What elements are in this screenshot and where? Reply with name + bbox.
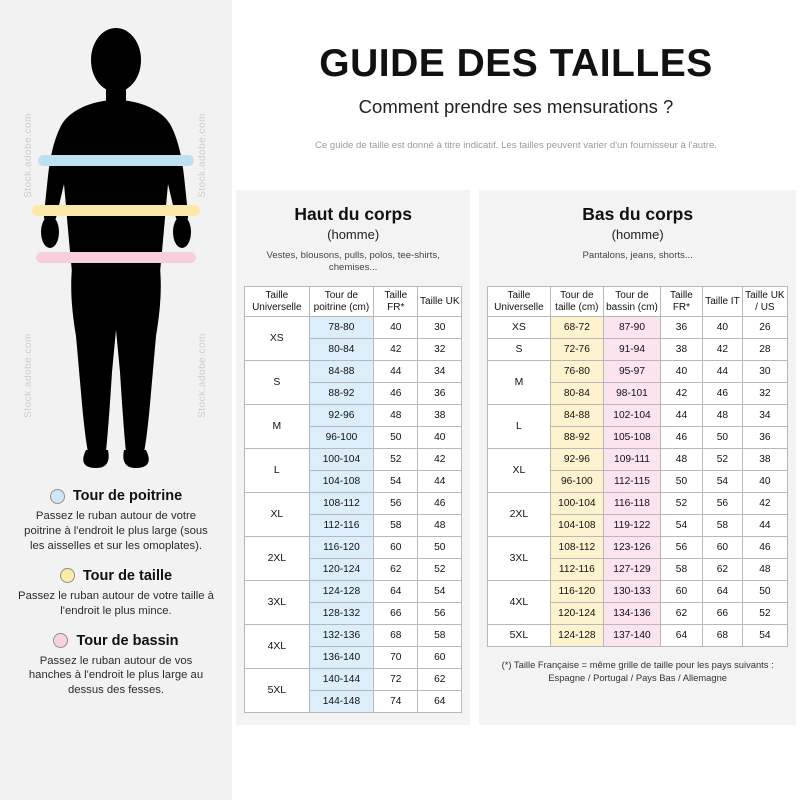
table-cell: 60 <box>660 581 702 603</box>
page-title: GUIDE DES TAILLES <box>319 42 713 85</box>
table-row <box>488 361 788 383</box>
table-row <box>245 581 462 603</box>
disclaimer-text: Ce guide de taille est donné à titre indicatif. Les tailles peuvent varier d'un fournisseur à l'autre. <box>314 140 718 151</box>
table-description: Vestes, blousons, pulls, polos, tee-shirts, chemises... <box>266 250 440 274</box>
table-cell: 42 <box>742 493 787 515</box>
column-header: Taille FR* <box>374 287 418 317</box>
table-row <box>245 669 462 691</box>
universal-size-cell: XL <box>488 449 550 493</box>
table-cell: 46 <box>703 383 743 405</box>
table-cell: 62 <box>660 603 702 625</box>
table-cell: 50 <box>660 471 702 493</box>
table-cell: 104-108 <box>550 515 604 537</box>
table-cell: 88-92 <box>309 383 374 405</box>
legend-title-hip <box>6 633 226 649</box>
table-subtitle: (homme) <box>611 227 664 242</box>
watermark-text: Stock.adobe.com <box>22 333 34 418</box>
table-cell: 123-126 <box>604 537 661 559</box>
universal-size-cell: 4XL <box>245 625 310 669</box>
table-cell: 34 <box>418 361 462 383</box>
chest-measure-band <box>38 155 194 166</box>
table-row <box>488 317 788 339</box>
table-cell: 28 <box>742 339 787 361</box>
table-cell: 62 <box>703 559 743 581</box>
table-header-row <box>488 287 788 317</box>
table-cell: 40 <box>418 427 462 449</box>
table-cell: 44 <box>374 361 418 383</box>
chest-color-dot-icon <box>50 489 65 504</box>
table-cell: 26 <box>742 317 787 339</box>
table-cell: 60 <box>703 537 743 559</box>
size-tables-area <box>232 190 800 725</box>
table-cell: 62 <box>374 559 418 581</box>
table-cell: 54 <box>374 471 418 493</box>
watermark-text: Stock.adobe.com <box>196 333 208 418</box>
table-cell: 108-112 <box>309 493 374 515</box>
table-cell: 127-129 <box>604 559 661 581</box>
table-cell: 72-76 <box>550 339 604 361</box>
table-cell: 40 <box>742 471 787 493</box>
table-cell: 144-148 <box>309 691 374 713</box>
table-cell: 32 <box>418 339 462 361</box>
column-header: Tour de taille (cm) <box>550 287 604 317</box>
table-cell: 50 <box>742 581 787 603</box>
legend-item-hip <box>6 633 226 699</box>
table-cell: 104-108 <box>309 471 374 493</box>
legend-description: Passez le ruban autour de votre taille à l'endroit le plus mince. <box>18 589 214 617</box>
universal-size-cell: 3XL <box>245 581 310 625</box>
table-header-row <box>245 287 462 317</box>
table-cell: 36 <box>418 383 462 405</box>
universal-size-cell: S <box>245 361 310 405</box>
waist-color-dot-icon <box>60 568 75 583</box>
page-subtitle: Comment prendre ses mensurations ? <box>358 96 674 117</box>
universal-size-cell: L <box>488 405 550 449</box>
table-cell: 60 <box>374 537 418 559</box>
table-description: Pantalons, jeans, shorts... <box>582 250 693 261</box>
table-cell: 58 <box>660 559 702 581</box>
column-header: Taille Universelle <box>245 287 310 317</box>
table-cell: 40 <box>374 317 418 339</box>
table-cell: 87-90 <box>604 317 661 339</box>
table-cell: 137-140 <box>604 625 661 647</box>
table-cell: 68 <box>703 625 743 647</box>
table-cell: 84-88 <box>550 405 604 427</box>
watermark-text: Stock.adobe.com <box>196 113 208 198</box>
table-cell: 132-136 <box>309 625 374 647</box>
table-cell: 46 <box>374 383 418 405</box>
table-cell: 40 <box>660 361 702 383</box>
legend-title-chest <box>6 488 226 504</box>
column-header: Taille IT <box>703 287 743 317</box>
universal-size-cell: L <box>245 449 310 493</box>
table-title: Haut du corps <box>294 204 412 224</box>
table-row <box>488 339 788 361</box>
table-cell: 52 <box>374 449 418 471</box>
table-cell: 95-97 <box>604 361 661 383</box>
table-cell: 140-144 <box>309 669 374 691</box>
column-header: Taille UK <box>418 287 462 317</box>
lower-body-table-block <box>479 190 796 725</box>
column-header: Taille Universelle <box>488 287 550 317</box>
universal-size-cell: 5XL <box>245 669 310 713</box>
legend-label: Tour de taille <box>82 567 173 584</box>
column-header: Tour de bassin (cm) <box>604 287 661 317</box>
table-cell: 92-96 <box>309 405 374 427</box>
hip-measure-band <box>36 252 196 263</box>
table-cell: 52 <box>660 493 702 515</box>
table-cell: 48 <box>418 515 462 537</box>
table-cell: 98-101 <box>604 383 661 405</box>
universal-size-cell: S <box>488 339 550 361</box>
table-cell: 52 <box>742 603 787 625</box>
table-cell: 120-124 <box>550 603 604 625</box>
universal-size-cell: XL <box>245 493 310 537</box>
table-row <box>245 361 462 383</box>
legend-description: Passez le ruban autour de votre poitrine à l'endroit le plus large (sous les aisselles et sur les omoplates). <box>24 510 208 552</box>
table-cell: 112-116 <box>309 515 374 537</box>
legend-title-waist <box>6 568 226 584</box>
table-cell: 58 <box>374 515 418 537</box>
silhouette-illustration <box>0 0 232 490</box>
table-cell: 38 <box>660 339 702 361</box>
table-cell: 109-111 <box>604 449 661 471</box>
table-cell: 42 <box>418 449 462 471</box>
hip-color-dot-icon <box>53 633 68 648</box>
table-cell: 60 <box>418 647 462 669</box>
universal-size-cell: M <box>245 405 310 449</box>
table-cell: 36 <box>660 317 702 339</box>
table-cell: 36 <box>742 427 787 449</box>
waist-measure-band <box>32 205 200 216</box>
table-cell: 50 <box>374 427 418 449</box>
table-row <box>245 449 462 471</box>
table-cell: 112-115 <box>604 471 661 493</box>
table-cell: 30 <box>742 361 787 383</box>
table-cell: 105-108 <box>604 427 661 449</box>
legend-label: Tour de poitrine <box>72 488 183 504</box>
universal-size-cell: XS <box>488 317 550 339</box>
table-cell: 68-72 <box>550 317 604 339</box>
table-cell: 56 <box>703 493 743 515</box>
legend-item-waist <box>6 568 226 619</box>
table-cell: 48 <box>374 405 418 427</box>
table-cell: 54 <box>742 625 787 647</box>
table-cell: 30 <box>418 317 462 339</box>
table-cell: 46 <box>660 427 702 449</box>
table-cell: 56 <box>660 537 702 559</box>
legend-item-chest <box>6 488 226 554</box>
table-cell: 116-120 <box>309 537 374 559</box>
table-cell: 40 <box>703 317 743 339</box>
illustration-panel <box>0 0 232 800</box>
table-cell: 64 <box>703 581 743 603</box>
table-row <box>488 449 788 471</box>
table-cell: 78-80 <box>309 317 374 339</box>
legend-label: Tour de bassin <box>76 632 179 649</box>
table-cell: 102-104 <box>604 405 661 427</box>
table-cell: 66 <box>374 603 418 625</box>
table-row <box>488 493 788 515</box>
table-cell: 64 <box>660 625 702 647</box>
table-cell: 80-84 <box>309 339 374 361</box>
table-cell: 64 <box>418 691 462 713</box>
page-header <box>232 0 800 151</box>
table-cell: 124-128 <box>550 625 604 647</box>
table-cell: 119-122 <box>604 515 661 537</box>
table-cell: 116-118 <box>604 493 661 515</box>
universal-size-cell: 2XL <box>488 493 550 537</box>
table-row <box>488 537 788 559</box>
table-cell: 52 <box>418 559 462 581</box>
table-cell: 54 <box>418 581 462 603</box>
table-row <box>245 405 462 427</box>
table-cell: 52 <box>703 449 743 471</box>
table-cell: 112-116 <box>550 559 604 581</box>
upper-body-size-table <box>244 286 462 713</box>
table-row <box>245 493 462 515</box>
table-cell: 54 <box>703 471 743 493</box>
table-cell: 38 <box>418 405 462 427</box>
table-cell: 38 <box>742 449 787 471</box>
table-row <box>245 317 462 339</box>
column-header: Taille FR* <box>660 287 702 317</box>
table-cell: 48 <box>742 559 787 581</box>
table-cell: 48 <box>703 405 743 427</box>
table-cell: 96-100 <box>550 471 604 493</box>
table-subtitle: (homme) <box>327 227 380 242</box>
table-cell: 100-104 <box>309 449 374 471</box>
table-cell: 44 <box>703 361 743 383</box>
table-cell: 120-124 <box>309 559 374 581</box>
table-cell: 32 <box>742 383 787 405</box>
universal-size-cell: XS <box>245 317 310 361</box>
table-cell: 100-104 <box>550 493 604 515</box>
column-header: Tour de poitrine (cm) <box>309 287 374 317</box>
table-cell: 42 <box>660 383 702 405</box>
table-cell: 46 <box>742 537 787 559</box>
table-cell: 128-132 <box>309 603 374 625</box>
table-cell: 130-133 <box>604 581 661 603</box>
table-cell: 42 <box>374 339 418 361</box>
table-cell: 96-100 <box>309 427 374 449</box>
table-cell: 66 <box>703 603 743 625</box>
table-cell: 54 <box>660 515 702 537</box>
table-title: Bas du corps <box>582 204 694 224</box>
universal-size-cell: 4XL <box>488 581 550 625</box>
table-row <box>488 625 788 647</box>
measurement-legend <box>0 488 232 712</box>
table-cell: 44 <box>660 405 702 427</box>
table-cell: 58 <box>703 515 743 537</box>
table-row <box>245 537 462 559</box>
table-cell: 48 <box>660 449 702 471</box>
universal-size-cell: 3XL <box>488 537 550 581</box>
table-cell: 92-96 <box>550 449 604 471</box>
table-cell: 76-80 <box>550 361 604 383</box>
upper-body-table-block <box>236 190 470 725</box>
table-cell: 88-92 <box>550 427 604 449</box>
table-cell: 62 <box>418 669 462 691</box>
table-row <box>488 581 788 603</box>
table-cell: 56 <box>418 603 462 625</box>
table-cell: 80-84 <box>550 383 604 405</box>
table-cell: 34 <box>742 405 787 427</box>
table-cell: 46 <box>418 493 462 515</box>
table-cell: 91-94 <box>604 339 661 361</box>
table-cell: 70 <box>374 647 418 669</box>
legend-description: Passez le ruban autour de vos hanches à l'endroit le plus large au dessus des fesses. <box>28 654 204 697</box>
table-cell: 116-120 <box>550 581 604 603</box>
table-cell: 56 <box>374 493 418 515</box>
universal-size-cell: 5XL <box>488 625 550 647</box>
watermark-text: Stock.adobe.com <box>22 113 34 198</box>
table-cell: 108-112 <box>550 537 604 559</box>
table-cell: 134-136 <box>604 603 661 625</box>
table-footnote: (*) Taille Française = même grille de taille pour les pays suivants : Espagne / Portugal / Pays Bas / Allemagne <box>501 659 774 683</box>
table-cell: 58 <box>418 625 462 647</box>
table-row <box>488 405 788 427</box>
universal-size-cell: M <box>488 361 550 405</box>
table-cell: 50 <box>418 537 462 559</box>
table-cell: 124-128 <box>309 581 374 603</box>
table-cell: 50 <box>703 427 743 449</box>
table-cell: 42 <box>703 339 743 361</box>
table-cell: 68 <box>374 625 418 647</box>
universal-size-cell: 2XL <box>245 537 310 581</box>
table-cell: 136-140 <box>309 647 374 669</box>
table-cell: 84-88 <box>309 361 374 383</box>
table-cell: 74 <box>374 691 418 713</box>
table-row <box>245 625 462 647</box>
table-cell: 64 <box>374 581 418 603</box>
table-cell: 44 <box>742 515 787 537</box>
column-header: Taille UK / US <box>742 287 787 317</box>
table-cell: 44 <box>418 471 462 493</box>
table-cell: 72 <box>374 669 418 691</box>
lower-body-size-table <box>487 286 788 647</box>
